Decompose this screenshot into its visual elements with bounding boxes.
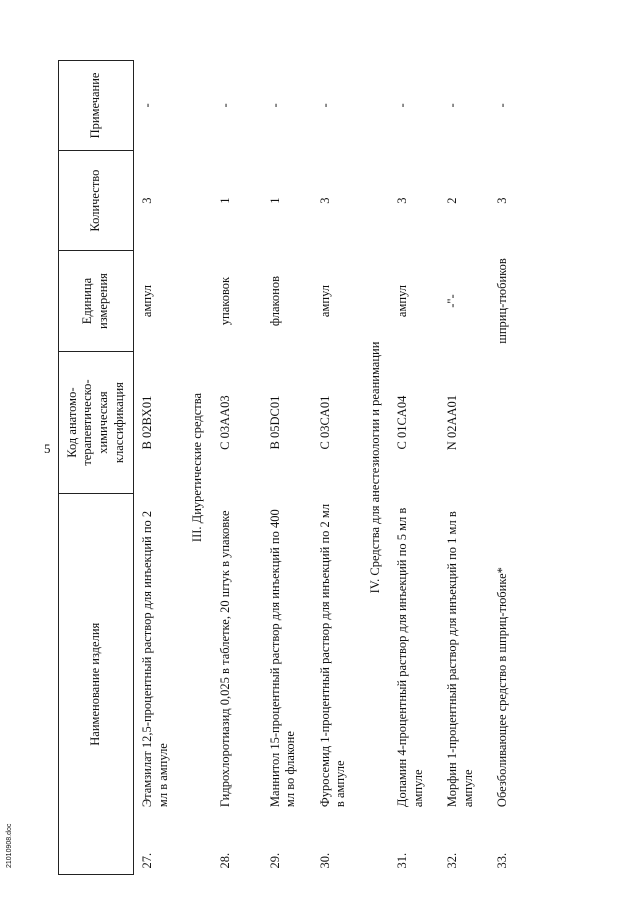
row-number: 30. (317, 852, 332, 869)
header-name: Наименование изделия (59, 494, 134, 875)
note: - (140, 103, 154, 108)
row-number: 31. (395, 852, 410, 869)
unit: -"- (445, 294, 460, 308)
note: - (495, 103, 510, 108)
section-heading: III. Диуретические средства (190, 392, 204, 543)
unit: ампул (317, 284, 332, 318)
section-heading: IV. Средства для анестезиологии и реанимации (367, 341, 382, 594)
footer-filename: 21010908.doc (6, 823, 13, 868)
atc-code: B 05DC01 (267, 395, 282, 450)
item-name: Обезболивающее средство в шприц-тюбике* (495, 567, 510, 808)
item-name: Морфин 1-процентный раствор для инъекций по 1 мл в ампуле (445, 511, 475, 808)
atc-code: C 01CA04 (395, 395, 410, 450)
header-note: Примечание (59, 61, 134, 151)
unit: упаковок (217, 276, 232, 326)
section-heading-row (362, 61, 390, 875)
document-sheet (58, 60, 578, 875)
table-row (312, 61, 362, 875)
table-row (489, 61, 539, 875)
atc-code (489, 351, 539, 494)
page-number: 5 (44, 441, 51, 456)
note: - (317, 103, 332, 108)
item-name: Фуросемид 1-процентный раствор для инъекций по 2 мл в ампуле (317, 503, 348, 808)
header-code: Код анатомо-терапевтическо-химическая классификация (59, 351, 134, 494)
row-number: 28. (217, 852, 232, 869)
table-row (262, 61, 312, 875)
item-name: Гидрохлоротиазид 0,025 в таблетке, 20 штук в упаковке (217, 510, 232, 808)
atc-code: C 03CA01 (317, 395, 332, 450)
atc-code: C 03AA03 (217, 395, 232, 450)
table-row (389, 61, 439, 875)
table-body (134, 61, 540, 875)
quantity: 3 (395, 197, 410, 204)
equipment-table (58, 60, 539, 875)
unit: шприц-тюбиков (495, 258, 510, 344)
row-number: 32. (445, 852, 460, 869)
quantity: 1 (267, 197, 282, 204)
table-row (134, 61, 185, 875)
note: - (395, 103, 410, 108)
header-unit: Единица измерения (59, 251, 134, 351)
unit: флаконов (267, 275, 282, 327)
note: - (445, 103, 460, 108)
table-row (439, 61, 489, 875)
item-name: Этамзилат 12,5-процентный раствор для инъекций по 2 мл в ампуле (140, 510, 170, 808)
quantity: 1 (217, 197, 232, 204)
row-number: 29. (267, 852, 282, 869)
atc-code: N 02AA01 (445, 394, 460, 451)
quantity: 3 (495, 197, 510, 204)
quantity: 2 (445, 197, 460, 204)
quantity: 3 (317, 197, 332, 204)
item-name: Допамин 4-процентный раствор для инъекций по 5 мл в ампуле (395, 507, 425, 808)
note: - (267, 103, 282, 108)
header-qty: Количество (59, 150, 134, 250)
row-number: 33. (495, 852, 510, 869)
row-number: 27. (140, 852, 154, 869)
quantity: 3 (140, 197, 154, 204)
table-row (212, 61, 262, 875)
item-name: Маннитол 15-процентный раствор для инъекций по 400 мл во флаконе (267, 509, 298, 808)
atc-code: B 02BX01 (140, 395, 154, 450)
section-heading-row (184, 61, 212, 875)
table-header (59, 61, 134, 875)
unit: ампул (395, 284, 410, 318)
note: - (217, 103, 232, 108)
unit: ампул (140, 284, 154, 318)
